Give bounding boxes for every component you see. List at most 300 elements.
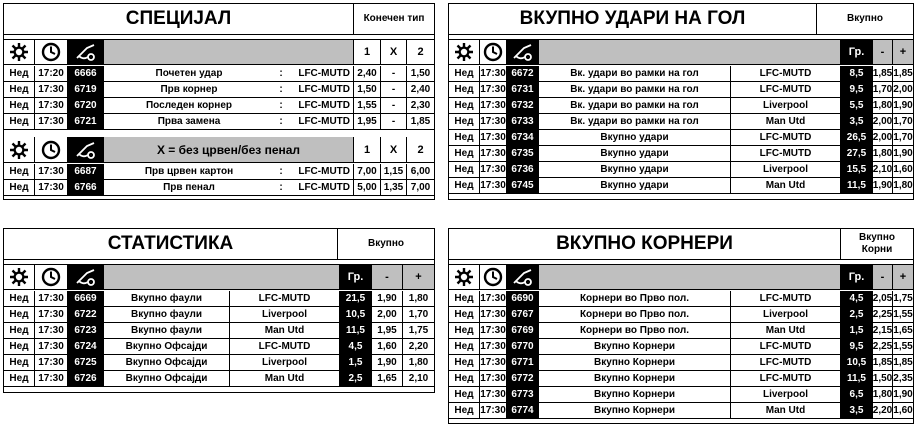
market-cell: Вкупно Корнери bbox=[539, 339, 731, 354]
sun-icon bbox=[449, 265, 480, 289]
corners-right-label bbox=[841, 229, 913, 259]
sun-icon bbox=[4, 40, 35, 64]
ball-icon bbox=[68, 265, 104, 289]
day-cell: Нед bbox=[449, 323, 480, 338]
market-cell: Вк. удари во рамки на гол bbox=[539, 114, 731, 129]
team-cell: LFC-MUTD bbox=[288, 98, 354, 113]
under-odd-cell: 1,90 bbox=[372, 291, 403, 306]
code-cell: 6721 bbox=[68, 114, 104, 129]
clock-icon bbox=[35, 137, 68, 162]
market-cell: Вкупно Офсајди bbox=[104, 355, 230, 370]
ball-icon bbox=[507, 40, 539, 64]
shots-header bbox=[449, 4, 913, 35]
code-cell: 6766 bbox=[68, 180, 104, 195]
under-odd-cell: 2,00 bbox=[372, 307, 403, 322]
table-row[interactable] bbox=[4, 114, 434, 130]
odd-x-cell: - bbox=[381, 82, 407, 97]
shots-gray-header bbox=[539, 40, 841, 64]
code-cell: 6774 bbox=[507, 403, 539, 418]
odd-1-cell: 7,00 bbox=[354, 164, 381, 179]
line-cell: 9,5 bbox=[841, 339, 873, 354]
day-cell: Нед bbox=[4, 291, 35, 306]
ball-icon bbox=[68, 137, 104, 162]
line-cell: 1,5 bbox=[340, 355, 372, 370]
code-cell: 6672 bbox=[507, 66, 539, 81]
under-odd-cell: 2,10 bbox=[873, 164, 893, 175]
market-cell: Вкупно удари bbox=[539, 178, 731, 193]
code-cell: 6720 bbox=[68, 98, 104, 113]
over-odd-cell: 1,60 bbox=[893, 405, 913, 416]
day-cell: Нед bbox=[449, 355, 480, 370]
stats-colminus: - bbox=[372, 265, 403, 289]
team-cell: Man Utd bbox=[731, 178, 841, 193]
time-cell: 17:30 bbox=[35, 291, 68, 306]
code-cell: 6772 bbox=[507, 371, 539, 386]
table-row[interactable] bbox=[449, 371, 913, 387]
market-cell: Корнери во Прво пол. bbox=[539, 323, 731, 338]
team-cell: Man Utd bbox=[731, 323, 841, 338]
corners-right-label-1: Вкупно bbox=[859, 232, 895, 243]
market-cell: Вкупно фаули bbox=[104, 323, 230, 338]
special-panel bbox=[3, 3, 435, 200]
code-cell: 6745 bbox=[507, 178, 539, 193]
special-col1: 1 bbox=[354, 40, 381, 64]
special-mid-label: X = без црвен/без пенал bbox=[104, 137, 354, 162]
table-row[interactable] bbox=[4, 180, 434, 196]
code-cell: 6733 bbox=[507, 114, 539, 129]
shots-colminus: - bbox=[873, 40, 893, 64]
day-cell: Нед bbox=[449, 403, 480, 418]
team-cell: Liverpool bbox=[230, 355, 340, 370]
market-cell: Вк. удари во рамки на гол bbox=[539, 66, 731, 81]
market-cell: Прв корнер bbox=[160, 84, 218, 95]
table-row[interactable] bbox=[449, 387, 913, 403]
table-row[interactable] bbox=[449, 114, 913, 130]
clock-icon bbox=[35, 40, 68, 64]
table-row[interactable] bbox=[4, 355, 434, 371]
table-row[interactable] bbox=[449, 307, 913, 323]
over-odd-cell: 1,70 bbox=[893, 132, 913, 143]
odd-x-cell: - bbox=[381, 98, 407, 113]
line-cell: 4,5 bbox=[340, 339, 372, 354]
stats-panel bbox=[3, 228, 435, 393]
separator-cell: : bbox=[279, 68, 283, 79]
team-cell: LFC-MUTD bbox=[288, 180, 354, 195]
market-cell: Вкупно удари bbox=[539, 146, 731, 161]
clock-icon bbox=[35, 265, 68, 289]
line-cell: 11,5 bbox=[340, 323, 372, 338]
market-cell: Вкупно Офсајди bbox=[104, 371, 230, 386]
under-odd-cell: 1,90 bbox=[372, 355, 403, 370]
market-cell: Вкупно удари bbox=[539, 130, 731, 145]
under-odd-cell: 1,80 bbox=[873, 389, 893, 400]
code-cell: 6736 bbox=[507, 162, 539, 177]
time-cell: 17:20 bbox=[35, 66, 68, 81]
odd-2-cell: 1,85 bbox=[410, 116, 431, 127]
market-cell: Последен корнер bbox=[145, 100, 233, 111]
code-cell: 6771 bbox=[507, 355, 539, 370]
day-cell: Нед bbox=[4, 180, 35, 195]
table-row[interactable] bbox=[4, 323, 434, 339]
corners-icon-row bbox=[449, 264, 913, 290]
day-cell: Нед bbox=[4, 323, 35, 338]
odd-x-cell: - bbox=[381, 114, 407, 129]
table-row[interactable] bbox=[449, 162, 913, 178]
code-cell: 6669 bbox=[68, 291, 104, 306]
time-cell: 17:30 bbox=[480, 357, 506, 368]
table-row[interactable] bbox=[4, 339, 434, 355]
corners-title: ВКУПНО КОРНЕРИ bbox=[449, 229, 841, 259]
code-cell: 6725 bbox=[68, 355, 104, 370]
time-cell: 17:30 bbox=[480, 180, 506, 191]
code-cell: 6666 bbox=[68, 66, 104, 81]
time-cell: 17:30 bbox=[480, 341, 506, 352]
code-cell: 6735 bbox=[507, 146, 539, 161]
shots-colg: Гр. bbox=[841, 40, 873, 64]
table-row[interactable] bbox=[449, 130, 913, 146]
under-odd-cell: 1,65 bbox=[372, 371, 403, 386]
under-odd-cell: 1,70 bbox=[873, 84, 893, 95]
over-odd-cell: 2,10 bbox=[408, 373, 429, 384]
over-odd-cell: 1,90 bbox=[893, 148, 913, 159]
under-odd-cell: 1,95 bbox=[372, 323, 403, 338]
special-col2: 2 bbox=[417, 46, 424, 58]
time-cell: 17:30 bbox=[480, 116, 506, 127]
code-cell: 6767 bbox=[507, 307, 539, 322]
code-cell: 6687 bbox=[68, 164, 104, 179]
code-cell: 6731 bbox=[507, 82, 539, 97]
time-cell: 17:30 bbox=[35, 82, 68, 97]
time-cell: 17:30 bbox=[480, 373, 506, 384]
table-row[interactable] bbox=[4, 98, 434, 114]
shots-panel bbox=[448, 3, 914, 200]
table-row[interactable] bbox=[4, 371, 434, 387]
market-cell: Прв црвен картон bbox=[144, 166, 234, 177]
team-cell: Man Utd bbox=[230, 371, 340, 386]
team-cell: Man Utd bbox=[731, 114, 841, 129]
under-odd-cell: 1,85 bbox=[873, 357, 893, 368]
over-odd-cell: 1,90 bbox=[893, 100, 913, 111]
special-midx: X bbox=[381, 137, 407, 162]
team-cell: LFC-MUTD bbox=[288, 66, 354, 81]
code-cell: 6773 bbox=[507, 387, 539, 402]
code-cell: 6732 bbox=[507, 98, 539, 113]
over-odd-cell: 1,60 bbox=[893, 164, 913, 175]
table-row[interactable] bbox=[449, 291, 913, 307]
table-row[interactable] bbox=[449, 98, 913, 114]
corners-colminus: - bbox=[873, 265, 893, 289]
line-cell: 6,5 bbox=[841, 387, 873, 402]
separator-cell: : bbox=[279, 182, 283, 193]
day-cell: Нед bbox=[4, 339, 35, 354]
market-cell: Вкупно Корнери bbox=[539, 403, 731, 418]
day-cell: Нед bbox=[449, 82, 480, 97]
over-odd-cell: 1,90 bbox=[893, 389, 913, 400]
stats-icon-row bbox=[4, 264, 434, 290]
line-cell: 10,5 bbox=[340, 307, 372, 322]
day-cell: Нед bbox=[449, 307, 480, 322]
line-cell: 2,5 bbox=[841, 307, 873, 322]
time-cell: 17:30 bbox=[35, 355, 68, 370]
day-cell: Нед bbox=[449, 66, 480, 81]
team-cell: LFC-MUTD bbox=[288, 164, 354, 179]
market-cell: Вкупно Корнери bbox=[539, 371, 731, 386]
odd-x-cell: - bbox=[381, 66, 407, 81]
table-row[interactable] bbox=[4, 164, 434, 180]
odd-1-cell: 1,50 bbox=[354, 82, 381, 97]
day-cell: Нед bbox=[4, 371, 35, 386]
day-cell: Нед bbox=[449, 162, 480, 177]
stats-title: СТАТИСТИКА bbox=[4, 229, 338, 259]
team-cell: Liverpool bbox=[731, 98, 841, 113]
under-odd-cell: 2,05 bbox=[873, 293, 893, 304]
special-mid1: 1 bbox=[354, 137, 381, 162]
stats-gray-header bbox=[104, 265, 340, 289]
corners-gray-header bbox=[539, 265, 841, 289]
day-cell: Нед bbox=[449, 146, 480, 161]
clock-icon bbox=[480, 265, 507, 289]
under-odd-cell: 2,25 bbox=[873, 309, 893, 320]
over-odd-cell: 1,70 bbox=[408, 309, 429, 320]
under-odd-cell: 2,00 bbox=[873, 116, 893, 127]
time-cell: 17:30 bbox=[35, 164, 68, 179]
corners-right-label-2: Корни bbox=[861, 244, 893, 255]
team-cell: LFC-MUTD bbox=[731, 355, 841, 370]
time-cell: 17:30 bbox=[480, 148, 506, 159]
code-cell: 6724 bbox=[68, 339, 104, 354]
shots-colplus: + bbox=[893, 40, 913, 64]
line-cell: 21,5 bbox=[340, 291, 372, 306]
market-cell: Вкупно фаули bbox=[104, 291, 230, 306]
table-row[interactable] bbox=[4, 82, 434, 98]
line-cell: 11,5 bbox=[841, 371, 873, 386]
day-cell: Нед bbox=[449, 371, 480, 386]
over-odd-cell: 1,75 bbox=[408, 325, 429, 336]
odd-1-cell: 1,95 bbox=[354, 114, 381, 129]
line-cell: 3,5 bbox=[841, 114, 873, 129]
day-cell: Нед bbox=[449, 291, 480, 306]
day-cell: Нед bbox=[449, 98, 480, 113]
code-cell: 6723 bbox=[68, 323, 104, 338]
team-cell: Man Utd bbox=[230, 323, 340, 338]
code-cell: 6769 bbox=[507, 323, 539, 338]
over-odd-cell: 1,75 bbox=[893, 293, 913, 304]
team-cell: LFC-MUTD bbox=[288, 114, 354, 129]
time-cell: 17:30 bbox=[480, 68, 506, 79]
odd-x-cell: 1,15 bbox=[381, 164, 407, 179]
time-cell: 17:30 bbox=[480, 84, 506, 95]
corners-colg: Гр. bbox=[841, 265, 873, 289]
market-cell: Вкупно фаули bbox=[104, 307, 230, 322]
market-cell: Вк. удари во рамки на гол bbox=[539, 98, 731, 113]
table-row[interactable] bbox=[4, 66, 434, 82]
special-colx: X bbox=[381, 40, 407, 64]
day-cell: Нед bbox=[4, 164, 35, 179]
market-cell: Корнери во Прво пол. bbox=[539, 291, 731, 306]
time-cell: 17:30 bbox=[35, 339, 68, 354]
day-cell: Нед bbox=[4, 98, 35, 113]
market-cell: Вк. удари во рамки на гол bbox=[539, 82, 731, 97]
code-cell: 6719 bbox=[68, 82, 104, 97]
time-cell: 17:30 bbox=[480, 164, 506, 175]
market-cell: Вкупно удари bbox=[539, 162, 731, 177]
time-cell: 17:30 bbox=[480, 325, 506, 336]
shots-icon-row bbox=[449, 39, 913, 65]
team-cell: Man Utd bbox=[731, 403, 841, 418]
odd-2-cell: 1,50 bbox=[410, 68, 431, 79]
day-cell: Нед bbox=[449, 339, 480, 354]
table-row[interactable] bbox=[449, 66, 913, 82]
odd-2-cell: 6,00 bbox=[410, 166, 431, 177]
time-cell: 17:30 bbox=[35, 371, 68, 386]
under-odd-cell: 1,90 bbox=[873, 180, 893, 191]
code-cell: 6690 bbox=[507, 291, 539, 306]
special-mid2: 2 bbox=[417, 143, 424, 156]
special-gray-header bbox=[104, 40, 354, 64]
over-odd-cell: 2,00 bbox=[893, 84, 913, 95]
team-cell: Liverpool bbox=[731, 162, 841, 177]
shots-title: ВКУПНО УДАРИ НА ГОЛ bbox=[449, 4, 817, 34]
code-cell: 6734 bbox=[507, 130, 539, 145]
over-odd-cell: 1,55 bbox=[893, 341, 913, 352]
table-row[interactable] bbox=[449, 339, 913, 355]
market-cell: Прва замена bbox=[157, 116, 221, 127]
table-row[interactable] bbox=[449, 146, 913, 162]
odd-2-cell: 2,40 bbox=[410, 84, 431, 95]
code-cell: 6770 bbox=[507, 339, 539, 354]
over-odd-cell: 1,80 bbox=[893, 180, 913, 191]
stats-colg: Гр. bbox=[340, 265, 372, 289]
line-cell: 15,5 bbox=[841, 162, 873, 177]
table-row[interactable] bbox=[449, 323, 913, 339]
line-cell: 26,5 bbox=[841, 130, 873, 145]
day-cell: Нед bbox=[4, 114, 35, 129]
team-cell: LFC-MUTD bbox=[230, 339, 340, 354]
under-odd-cell: 1,50 bbox=[873, 373, 893, 384]
under-odd-cell: 1,80 bbox=[873, 148, 893, 159]
line-cell: 11,5 bbox=[841, 178, 873, 193]
market-cell: Корнери во Прво пол. bbox=[539, 307, 731, 322]
under-odd-cell: 2,00 bbox=[873, 132, 893, 143]
table-row[interactable] bbox=[449, 178, 913, 194]
special-header bbox=[4, 4, 434, 35]
code-cell: 6726 bbox=[68, 371, 104, 386]
team-cell: LFC-MUTD bbox=[731, 82, 841, 97]
day-cell: Нед bbox=[449, 387, 480, 402]
time-cell: 17:30 bbox=[480, 309, 506, 320]
over-odd-cell: 2,20 bbox=[408, 341, 429, 352]
over-odd-cell: 1,55 bbox=[893, 309, 913, 320]
shots-right-label: Вкупно bbox=[847, 13, 883, 24]
under-odd-cell: 2,25 bbox=[873, 341, 893, 352]
corners-colplus: + bbox=[893, 265, 913, 289]
market-cell: Прв пенал bbox=[163, 182, 215, 193]
time-cell: 17:30 bbox=[35, 180, 68, 195]
team-cell: LFC-MUTD bbox=[731, 66, 841, 81]
over-odd-cell: 1,85 bbox=[893, 357, 913, 368]
odd-1-cell: 1,55 bbox=[354, 98, 381, 113]
over-odd-cell: 1,65 bbox=[893, 325, 913, 336]
over-odd-cell: 1,80 bbox=[408, 293, 429, 304]
special-right-label: Конечен тип bbox=[363, 13, 425, 24]
special-mid-row bbox=[4, 137, 434, 163]
table-row[interactable] bbox=[4, 291, 434, 307]
stats-colplus: + bbox=[403, 265, 434, 289]
market-cell: Вкупно Корнери bbox=[539, 387, 731, 402]
odd-x-cell: 1,35 bbox=[381, 180, 407, 195]
under-odd-cell: 1,80 bbox=[873, 100, 893, 111]
team-cell: LFC-MUTD bbox=[731, 291, 841, 306]
clock-icon bbox=[480, 40, 507, 64]
day-cell: Нед bbox=[4, 82, 35, 97]
special-title: СПЕЦИЈАЛ bbox=[4, 4, 354, 34]
stats-header bbox=[4, 229, 434, 260]
market-cell: Почетен удар bbox=[155, 68, 223, 79]
line-cell: 27,5 bbox=[841, 146, 873, 161]
line-cell: 3,5 bbox=[841, 403, 873, 418]
sun-icon bbox=[4, 137, 35, 162]
odd-2-cell: 7,00 bbox=[410, 182, 431, 193]
day-cell: Нед bbox=[4, 66, 35, 81]
under-odd-cell: 2,20 bbox=[873, 405, 893, 416]
over-odd-cell: 1,70 bbox=[893, 116, 913, 127]
day-cell: Нед bbox=[449, 114, 480, 129]
table-row[interactable] bbox=[4, 307, 434, 323]
time-cell: 17:30 bbox=[35, 323, 68, 338]
line-cell: 9,5 bbox=[841, 82, 873, 97]
ball-icon bbox=[507, 265, 539, 289]
team-cell: LFC-MUTD bbox=[731, 146, 841, 161]
line-cell: 1,5 bbox=[841, 323, 873, 338]
under-odd-cell: 1,85 bbox=[873, 68, 893, 79]
day-cell: Нед bbox=[4, 307, 35, 322]
over-odd-cell: 1,85 bbox=[893, 68, 913, 79]
over-odd-cell: 1,80 bbox=[408, 357, 429, 368]
time-cell: 17:30 bbox=[480, 132, 506, 143]
team-cell: Liverpool bbox=[731, 387, 841, 402]
odd-2-cell: 2,30 bbox=[410, 100, 431, 111]
separator-cell: : bbox=[279, 100, 283, 111]
team-cell: LFC-MUTD bbox=[731, 339, 841, 354]
table-row[interactable] bbox=[449, 403, 913, 419]
separator-cell: : bbox=[279, 166, 283, 177]
table-row[interactable] bbox=[449, 82, 913, 98]
team-cell: LFC-MUTD bbox=[230, 291, 340, 306]
corners-panel bbox=[448, 228, 914, 424]
time-cell: 17:30 bbox=[480, 389, 506, 400]
odd-1-cell: 5,00 bbox=[354, 180, 381, 195]
under-odd-cell: 2,15 bbox=[873, 325, 893, 336]
team-cell: Liverpool bbox=[230, 307, 340, 322]
line-cell: 8,5 bbox=[841, 66, 873, 81]
code-cell: 6722 bbox=[68, 307, 104, 322]
team-cell: LFC-MUTD bbox=[288, 82, 354, 97]
separator-cell: : bbox=[279, 84, 283, 95]
time-cell: 17:30 bbox=[35, 114, 68, 129]
time-cell: 17:30 bbox=[480, 405, 506, 416]
day-cell: Нед bbox=[449, 178, 480, 193]
stats-right-label: Вкупно bbox=[368, 238, 404, 249]
special-icon-row bbox=[4, 39, 434, 65]
line-cell: 4,5 bbox=[841, 291, 873, 306]
odd-1-cell: 2,40 bbox=[354, 66, 381, 81]
market-cell: Вкупно Корнери bbox=[539, 355, 731, 370]
under-odd-cell: 1,60 bbox=[372, 339, 403, 354]
day-cell: Нед bbox=[449, 130, 480, 145]
line-cell: 5,5 bbox=[841, 98, 873, 113]
table-row[interactable] bbox=[449, 355, 913, 371]
corners-header bbox=[449, 229, 913, 260]
